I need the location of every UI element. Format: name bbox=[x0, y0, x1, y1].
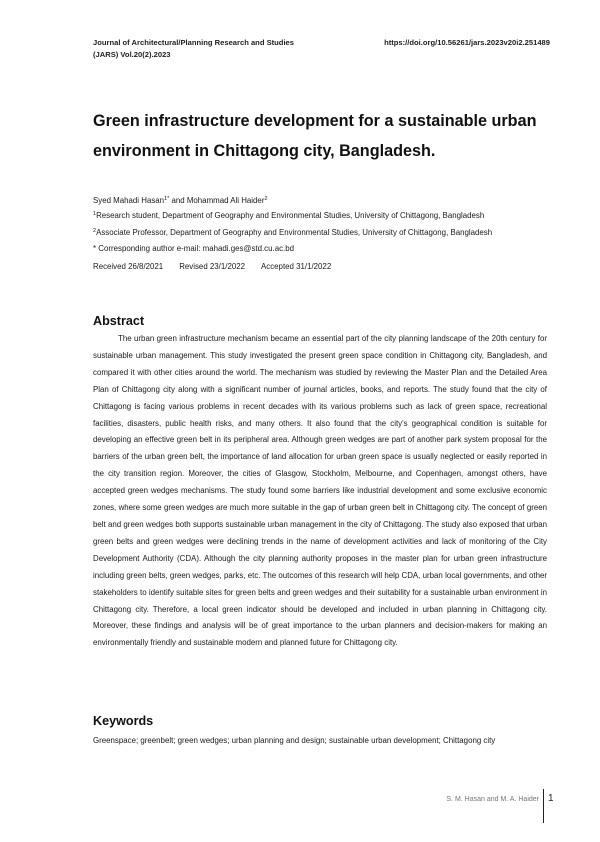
revised-date: Revised 23/1/2022 bbox=[179, 262, 246, 271]
corresponding-author: * Corresponding author e-mail: mahadi.ges@std.cu.ac.bd bbox=[93, 244, 294, 253]
abstract-heading: Abstract bbox=[93, 314, 145, 328]
keywords-list: Greenspace; greenbelt; green wedges; urban planning and design; sustainable urban development; Chittagong city bbox=[93, 736, 496, 745]
accepted-date: Accepted 31/1/2022 bbox=[261, 262, 332, 271]
affiliation-2-text: Associate Professor, Department of Geography and Environmental Studies, University of Chittagong, Bangladesh bbox=[96, 228, 493, 237]
page-number: 1 bbox=[548, 793, 554, 804]
author-1-superscript: 1* bbox=[164, 196, 170, 202]
affiliation-1-text: Research student, Department of Geography and Environmental Studies, University of Chittagong, Bangladesh bbox=[96, 211, 485, 220]
article-title: Green infrastructure development for a sustainable urban environment in Chittagong city, Bangladesh. bbox=[93, 112, 537, 160]
author-2-name: Mohammad Ali Haider bbox=[186, 196, 265, 205]
footer-divider bbox=[543, 789, 544, 823]
author-2-superscript: 2 bbox=[264, 196, 268, 202]
affiliation-2 bbox=[93, 226, 492, 238]
affiliation-1 bbox=[93, 209, 484, 221]
author-1-name: Syed Mahadi Hasan bbox=[93, 196, 165, 205]
received-date: Received 26/8/2021 bbox=[93, 262, 164, 271]
journal-volume: (JARS) Vol.20(2).2023 bbox=[93, 50, 171, 59]
article-dates bbox=[93, 261, 347, 272]
affiliation-1-superscript: 1 bbox=[93, 211, 97, 217]
abstract-body: The urban green infrastructure mechanism became an essential part of the city planning landscape of the 20th century for sustainable urban management. This study investigated the present green space condition in Chittagong city, Bangladesh, and compared it with other cities around the world. The mechanism was studied by reviewing the Master Plan and the Detailed Area Plan of Chittagong city along with a significant number of journal articles, books, and reports. The study found that the city of Chittagong is facing various problems in recent decades with its various problems such as lack of green space, recreational facilities, disasters, public health risks, and many others. It also found that the city's geographical condition is suitable for developing an effective green belt in its peripheral area. Although green wedges are part of another park system proposal for the barriers of the urban green belt, the importance of land allocation for urban green space is usually neglected or easily reported in the city transition region. Moreover, the cities of Glasgow, Stockholm, Melbourne, and Copenhagen, amongst others, have accepted green wedges mechanisms. The study found some barriers like industrial development and some exclusive economic zones, where some green wedges are much more suitable in the gap of urban green belt in Chittagong city. The concept of green belt and green wedges both supports sustainable urban management in the city of Chittagong. The study also exposed that urban green belts and green wedges were declining trends in the name of development activities and lack of monitoring of the City Development Authority (CDA). Although the city planning authority proposes in the master plan for urban green infrastructure including green belts, green wedges, parks, etc. The outcomes of this research will help CDA, urban local governments, and other stakeholders to identify suitable sites for green belts and green wedges and their suitability for a sustainable urban environment in Chittagong city. Therefore, a local green indicator should be developed and included in urban planning in Chittagong city. Moreover, these findings and analysis will be of great importance to the urban planners and decision-makers for making an environmentally friendly and sustainable modern and planned future for Chittagong city. bbox=[93, 334, 547, 648]
author-conjunction: and bbox=[169, 196, 187, 205]
keywords-heading: Keywords bbox=[93, 714, 154, 728]
affiliation-2-superscript: 2 bbox=[93, 228, 97, 234]
footer-authors: S. M. Hasan and M. A. Haider bbox=[446, 796, 539, 803]
author-line bbox=[93, 194, 268, 206]
doi-link[interactable]: https://doi.org/10.56261/jars.2023v20i2.251489 bbox=[384, 38, 550, 47]
journal-name: Journal of Architectural/Planning Research and Studies bbox=[93, 38, 294, 47]
